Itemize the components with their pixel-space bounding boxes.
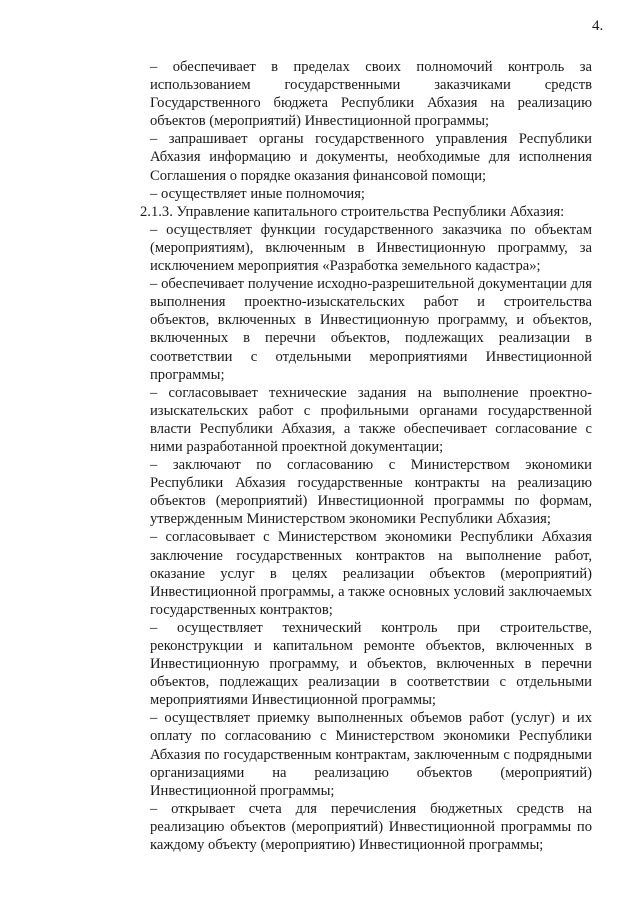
intro-item-other-powers: – осуществляет иные полномочия; [150,185,365,202]
document-body [140,58,592,854]
section-item-acceptance: – осуществляет приемку выполненных объемов работ (услуг) и их оплату по согласованию с Министерством экономики Республики Абхазия по государственным контрактам, заключенным с подрядными организациями на реализацию объектов (мероприятий) Инвестиционной программы; [150,710,592,799]
section-item-contract-approval: – согласовывает с Министерством экономики Республики Абхазия заключение государственных контрактов на выполнение работ, оказание услуг в целях реализации объектов (мероприятий) Инвестиционной программы, а также основных условий заключаемых государственных контрактов; [150,529,592,618]
section-item-customer-functions: – осуществляет функции государственного заказчика по объектам (мероприятиям), включенным в Инвестиционную программу, за исключением мероприятия «Разработка земельного кадастра»; [150,221,592,275]
section-heading: 2.1.3. Управление капитального строительства Республики Абхазия: [140,203,565,220]
intro-item-control: – обеспечивает в пределах своих полномочий контроль за использованием государственными заказчиками средств Государственного бюджета Республики Абхазия на реализацию объектов (мероприятий) Инвестиционной программы; [150,59,592,130]
intro-item-request-info: – запрашивает органы государственного управления Республики Абхазия информацию и документы, необходимые для исполнения Соглашения о порядке оказания финансовой помощи; [150,131,592,184]
section-item-accounts: – открывает счета для перечисления бюджетных средств на реализацию объектов (мероприятий) Инвестиционной программы по каждому объекту (мероприятию) Инвестиционной программы; [150,800,592,854]
page-number: 4. [592,18,604,34]
section-item-technical-control: – осуществляет технический контроль при строительстве, реконструкции и капитальном ремонте объектов, включенных в Инвестиционную программу, и объектов, включенных в перечни объектов, подлежащих реализации в соответствии с отдельными мероприятиями Инвестиционной программы; [150,619,592,709]
section-item-contracts: – заключают по согласованию с Министерством экономики Республики Абхазия государственные контракты на реализацию объектов (мероприятий) Инвестиционной программы по формам, утвержденным Министерством экономики Республики Абхазия; [150,457,592,528]
section-item-technical-tasks: – согласовывает технические задания на выполнение проектно-изыскательских работ с профильными органами государственной власти Республики Абхазия, а также обеспечивает согласование с ними разработанной проектной документации; [150,384,592,455]
section-item-permits: – обеспечивает получение исходно-разрешительной документации для выполнения проектно-изыскательских работ и строительства объектов, включенных в Инвестиционную программу, и объектов, включенных в перечни объектов, подлежащих реализации в соответствии с отдельными мероприятиями Инвестиционной программы; [150,276,592,383]
